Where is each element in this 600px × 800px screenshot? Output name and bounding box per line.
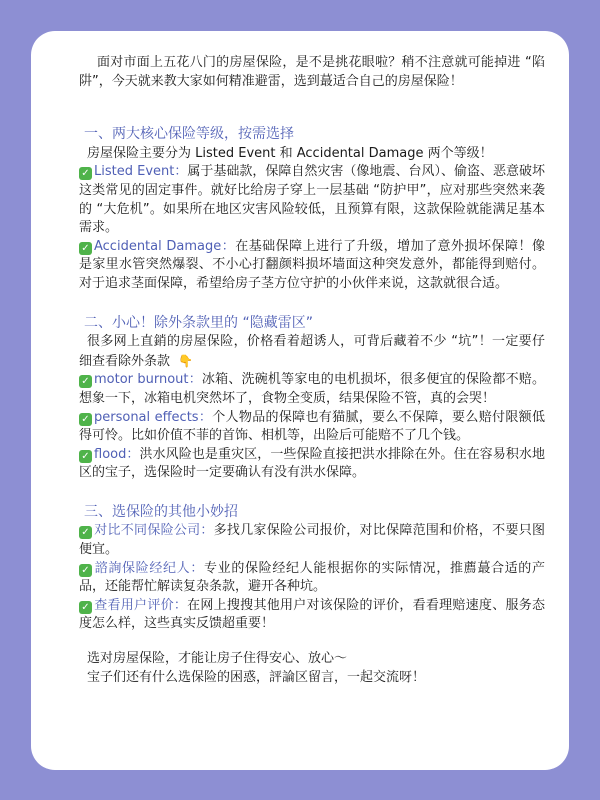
section2-item-personal-effects [79, 409, 545, 446]
section3-item-compare [79, 522, 545, 559]
check-icon: ✓ [79, 601, 92, 614]
check-icon: ✓ [79, 413, 92, 426]
item-text: 洪水风险也是重灾区，一些保险直接把洪水排除在外。住在容易积水地区的宝子，选保险时一定要确认有没有洪水保障。 [79, 446, 545, 481]
item-text: 在基础保障上进行了升级，增加了意外损坏保障！像是家里水管突然爆裂、不小心打翻颜料损坏墙面这种突发意外，都能得到赔付。对于追求茎面保障，希望给房子茎方位守护的小伙伴来说，这款就很合适。 [79, 238, 545, 291]
item-term: motor burnout： [94, 372, 202, 388]
item-text: 专业的保险经纪人能根据你的实际情况，推薦蕞合适的产品，还能帮忙解读复杂条款，避开各种坑。 [79, 560, 545, 595]
section3-title: 三、选保险的其他小妙招 [84, 503, 238, 520]
content-card [31, 31, 569, 770]
section2-lead-text: 很多网上直銷的房屋保险，价格看着超诱人，可背后藏着不少 “坑”！一定要仔细查看除外条款 [79, 334, 545, 369]
item-text: 属于基础款，保障自然灾害（像地震、台风）、偷盗、恶意破坏这类常见的固定事件。就好比给房子穿上一层基础 “防护甲”，应对那些突然来袭的 “大危机”。如果所在地区灾害风险较低，且预算有限，这款保险就能满足基本需求。 [79, 164, 545, 236]
item-text: 冰箱、洗碗机等家电的电机损坏，很多便宜的保险都不赔。想象一下，冰箱电机突然坏了，食物全变质，结果保险不管，真的会哭！ [79, 372, 545, 406]
item-text: 个人物品的保障也有猫腻，要么不保障，要么赔付限额低得可怜。比如价值不菲的首饰、相机等，出险后可能赔不了几个钱。 [79, 409, 545, 444]
section2-title: 二、小心！除外条款里的 “隐藏雷区” [84, 314, 313, 331]
section2-lead [79, 333, 545, 371]
section1-title: 一、两大核心保险等级，按需选择 [84, 126, 294, 143]
item-term: 諮詢保险经纪人： [94, 560, 204, 576]
section1-item-listed-event [79, 163, 545, 237]
section2-item-motor-burnout [79, 371, 545, 408]
section3-item-broker [79, 560, 545, 597]
item-term: flood： [94, 446, 140, 462]
item-text: 多找几家保险公司报价，对比保障范围和价格，不要只图便宜。 [79, 523, 545, 558]
check-icon: ✓ [79, 375, 92, 388]
item-term: 对比不同保险公司： [94, 523, 214, 539]
closing-line-1: 选对房屋保险，才能让房子住得安心、放心～ [87, 651, 348, 667]
item-term: Accidental Damage： [94, 238, 236, 254]
intro-paragraph: 面对市面上五花八门的房屋保险，是不是挑花眼啦？稍不注意就可能掉进 “陷阱”，今天就来教大家如何精准避雷，选到蕞适合自己的房屋保险！ [79, 55, 545, 89]
pointing-down-icon: 👇 [178, 353, 193, 368]
item-text: 在网上搜搜其他用户对该保险的评价，看看理赔速度、服务态度怎么样，这些真实反馈超重要！ [79, 597, 545, 632]
item-term: Listed Event： [94, 164, 188, 180]
item-term: 查看用户评价： [94, 597, 188, 613]
item-term: personal effects： [94, 409, 213, 425]
section2-item-flood [79, 446, 545, 483]
section3-item-reviews [79, 597, 545, 634]
check-icon: ✓ [79, 450, 92, 463]
check-icon: ✓ [79, 167, 92, 180]
check-icon: ✓ [79, 242, 92, 255]
closing-line-2: 宝子们还有什么选保险的困惑，評論区留言，一起交流呀！ [87, 669, 426, 685]
check-icon: ✓ [79, 564, 92, 577]
check-icon: ✓ [79, 526, 92, 539]
section1-item-accidental-damage [79, 238, 545, 294]
section1-lead: 房屋保险主要分为 Listed Event 和 Accidental Damage 两个等级！ [87, 145, 493, 161]
